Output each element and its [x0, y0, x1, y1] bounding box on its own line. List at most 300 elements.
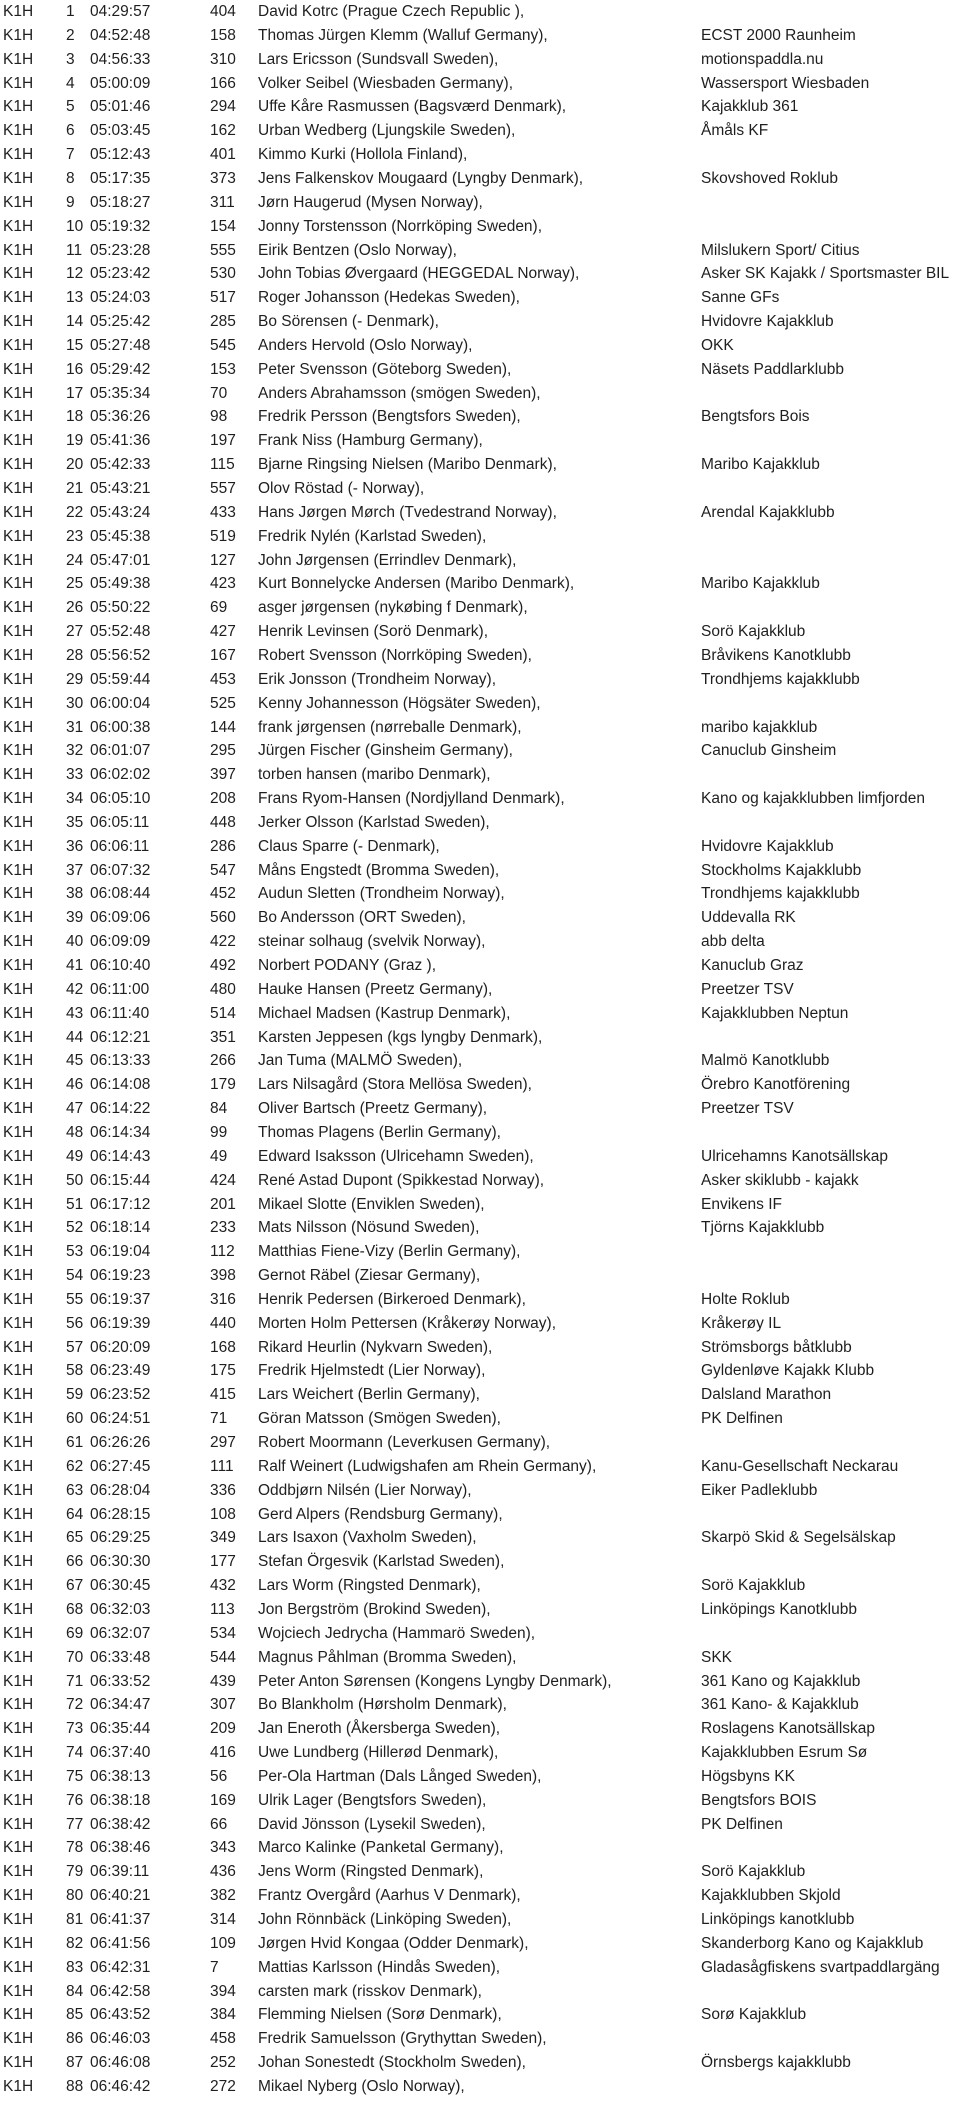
result-time: 06:14:22: [90, 1100, 151, 1118]
result-name: John Jørgensen (Errindlev Denmark),: [258, 551, 517, 569]
result-time: 06:14:08: [90, 1076, 151, 1094]
result-bib: 452: [210, 885, 236, 903]
result-place: 43: [66, 1004, 84, 1022]
result-place: 78: [66, 1839, 84, 1857]
result-bib: 127: [210, 551, 236, 569]
result-place: 66: [66, 1553, 84, 1571]
result-class: K1H: [3, 503, 34, 521]
result-name: Jerker Olsson (Karlstad Sweden),: [258, 813, 490, 831]
result-place: 19: [66, 432, 84, 450]
result-class: K1H: [3, 1290, 34, 1308]
result-name: Oddbjørn Nilsén (Lier Norway),: [258, 1481, 472, 1499]
result-name: Göran Matsson (Smögen Sweden),: [258, 1410, 501, 1428]
result-name: Per-Ola Hartman (Dals Långed Sweden),: [258, 1767, 542, 1785]
result-name: John Tobias Øvergaard (HEGGEDAL Norway),: [258, 265, 580, 283]
result-place: 13: [66, 289, 84, 307]
result-name: Claus Sparre (- Denmark),: [258, 837, 440, 855]
result-row: [0, 1121, 960, 1144]
result-class: K1H: [3, 1887, 34, 1905]
result-name: Ralf Weinert (Ludwigshafen am Rhein Germany),: [258, 1457, 597, 1475]
result-time: 06:02:02: [90, 766, 151, 784]
result-bib: 404: [210, 3, 236, 20]
result-bib: 285: [210, 313, 236, 331]
result-time: 05:18:27: [90, 193, 151, 211]
result-bib: 427: [210, 623, 236, 641]
result-row: [0, 644, 960, 667]
result-place: 57: [66, 1338, 84, 1356]
result-bib: 432: [210, 1577, 236, 1595]
result-class: K1H: [3, 1791, 34, 1809]
result-row: [0, 1836, 960, 1859]
result-bib: 297: [210, 1434, 236, 1451]
result-name: John Rönnbäck (Linköping Sweden),: [258, 1911, 512, 1928]
result-time: 06:46:03: [90, 2030, 151, 2048]
result-name: Måns Engstedt (Bromma Sweden),: [258, 861, 500, 879]
result-time: 06:41:56: [90, 1934, 151, 1952]
result-name: Peter Svensson (Göteborg Sweden),: [258, 360, 512, 378]
result-bib: 436: [210, 1863, 236, 1881]
result-time: 05:03:45: [90, 122, 151, 140]
result-row: [0, 1145, 960, 1168]
result-club: Hvidovre Kajakklub: [701, 313, 834, 331]
result-name: Uwe Lundberg (Hillerød Denmark),: [258, 1744, 499, 1762]
result-class: K1H: [3, 289, 34, 307]
result-name: Frantz Overgård (Aarhus V Denmark),: [258, 1887, 521, 1905]
result-place: 73: [66, 1720, 84, 1738]
result-class: K1H: [3, 146, 34, 164]
result-class: K1H: [3, 1362, 34, 1380]
result-bib: 424: [210, 1171, 236, 1189]
result-time: 05:52:48: [90, 623, 151, 641]
result-class: K1H: [3, 98, 34, 116]
result-name: frank jørgensen (nørreballe Denmark),: [258, 718, 522, 736]
result-bib: 167: [210, 646, 236, 664]
result-place: 9: [66, 193, 75, 211]
result-club: Ulricehamns Kanotsällskap: [701, 1147, 888, 1165]
result-row: [0, 167, 960, 190]
result-name: Mikael Slotte (Enviklen Sweden),: [258, 1195, 485, 1213]
result-time: 06:38:18: [90, 1791, 151, 1809]
result-club: maribo kajakklub: [701, 718, 818, 736]
result-club: Kano og kajakklubben limfjorden: [701, 790, 926, 808]
result-bib: 168: [210, 1338, 236, 1356]
result-time: 05:12:43: [90, 146, 151, 164]
result-club: Kajakklub 361: [701, 98, 799, 116]
result-time: 06:11:40: [90, 1004, 150, 1022]
result-bib: 113: [210, 1600, 235, 1618]
result-time: 06:41:37: [90, 1911, 151, 1928]
result-bib: 177: [210, 1553, 236, 1571]
result-club: Maribo Kajakklub: [701, 575, 820, 593]
result-time: 05:50:22: [90, 599, 151, 617]
result-place: 38: [66, 885, 84, 903]
result-bib: 397: [210, 766, 236, 784]
result-place: 31: [66, 718, 84, 736]
result-club: Wassersport Wiesbaden: [701, 74, 870, 92]
result-name: Olov Röstad (- Norway),: [258, 480, 425, 497]
result-name: Urban Wedberg (Ljungskile Sweden),: [258, 122, 516, 140]
result-name: Thomas Jürgen Klemm (Walluf Germany),: [258, 26, 548, 44]
result-name: Jørn Haugerud (Mysen Norway),: [258, 193, 483, 211]
result-place: 7: [66, 146, 75, 164]
result-name: Robert Moormann (Leverkusen Germany),: [258, 1434, 551, 1451]
result-place: 17: [66, 384, 84, 402]
result-club: Uddevalla RK: [701, 909, 796, 927]
result-place: 36: [66, 837, 84, 855]
result-bib: 109: [210, 1934, 236, 1952]
result-class: K1H: [3, 551, 34, 569]
result-class: K1H: [3, 2054, 34, 2072]
result-bib: 382: [210, 1887, 236, 1905]
result-row: [0, 358, 960, 381]
result-name: Karsten Jeppesen (kgs lyngby Denmark),: [258, 1028, 543, 1046]
result-place: 82: [66, 1934, 84, 1952]
result-class: K1H: [3, 1696, 34, 1714]
result-club: Strömsborgs båtklubb: [701, 1338, 852, 1356]
result-place: 18: [66, 408, 84, 426]
result-row: [0, 2051, 960, 2074]
result-row: [0, 1026, 960, 1049]
result-name: Ulrik Lager (Bengtsfors Sweden),: [258, 1791, 487, 1809]
result-time: 06:19:39: [90, 1314, 151, 1332]
result-class: K1H: [3, 193, 34, 211]
result-club: PK Delfinen: [701, 1815, 783, 1833]
result-class: K1H: [3, 1028, 34, 1046]
result-time: 05:29:42: [90, 360, 151, 378]
result-row: [0, 954, 960, 977]
result-bib: 336: [210, 1481, 236, 1499]
result-place: 71: [66, 1672, 84, 1690]
result-bib: 517: [210, 289, 236, 307]
result-place: 15: [66, 336, 84, 354]
result-time: 06:37:40: [90, 1744, 151, 1762]
result-time: 06:01:07: [90, 742, 151, 760]
result-row: [0, 572, 960, 595]
result-time: 06:38:42: [90, 1815, 151, 1833]
result-row: [0, 334, 960, 357]
result-time: 06:09:06: [90, 909, 151, 927]
result-place: 83: [66, 1958, 84, 1976]
result-bib: 398: [210, 1267, 236, 1285]
result-club: Arendal Kajakklubb: [701, 503, 835, 521]
result-class: K1H: [3, 408, 34, 426]
result-name: carsten mark (risskov Denmark),: [258, 1982, 482, 2000]
result-time: 06:20:09: [90, 1338, 151, 1356]
result-bib: 394: [210, 1982, 236, 2000]
result-club: Högsbyns KK: [701, 1767, 795, 1785]
result-club: Dalsland Marathon: [701, 1386, 832, 1404]
result-name: Bo Andersson (ORT Sweden),: [258, 909, 466, 927]
result-row: [0, 2027, 960, 2050]
result-name: Mikael Nyberg (Oslo Norway),: [258, 2077, 465, 2095]
result-club: Örnsbergs kajakklubb: [701, 2054, 851, 2072]
result-place: 87: [66, 2054, 84, 2072]
result-row: [0, 2003, 960, 2026]
result-class: K1H: [3, 1457, 34, 1475]
result-bib: 252: [210, 2054, 236, 2072]
result-bib: 69: [210, 599, 228, 617]
result-bib: 373: [210, 169, 236, 187]
result-class: K1H: [3, 2006, 34, 2024]
result-class: K1H: [3, 241, 34, 259]
result-bib: 162: [210, 122, 236, 140]
result-class: K1H: [3, 1410, 34, 1428]
result-place: 3: [66, 50, 75, 68]
result-bib: 458: [210, 2030, 236, 2048]
result-time: 06:43:52: [90, 2006, 151, 2024]
result-name: Jon Bergström (Brokind Sweden),: [258, 1600, 491, 1618]
result-row: [0, 2075, 960, 2098]
result-row: [0, 191, 960, 214]
result-name: Gerd Alpers (Rendsburg Germany),: [258, 1505, 503, 1523]
result-class: K1H: [3, 909, 34, 927]
result-place: 21: [66, 480, 84, 497]
result-time: 06:05:10: [90, 790, 151, 808]
result-club: Holte Roklub: [701, 1290, 790, 1308]
result-row: [0, 286, 960, 309]
result-club: Tjörns Kajakklubb: [701, 1219, 825, 1237]
result-bib: 66: [210, 1815, 228, 1833]
result-name: Jan Eneroth (Åkersberga Sweden),: [258, 1720, 501, 1738]
result-club: Sorö Kajakklub: [701, 1577, 806, 1595]
result-time: 06:42:58: [90, 1982, 151, 2000]
result-name: Edward Isaksson (Ulricehamn Sweden),: [258, 1147, 534, 1165]
result-row: [0, 763, 960, 786]
result-place: 62: [66, 1457, 84, 1475]
result-bib: 169: [210, 1791, 236, 1809]
result-name: Hauke Hansen (Preetz Germany),: [258, 980, 493, 998]
result-club: Sorø Kajakklub: [701, 2006, 807, 2024]
result-bib: 415: [210, 1386, 236, 1404]
result-row: [0, 739, 960, 762]
result-name: Jens Falkenskov Mougaard (Lyngby Denmark),: [258, 169, 584, 187]
result-name: Gernot Räbel (Ziesar Germany),: [258, 1267, 481, 1285]
result-row: [0, 429, 960, 452]
result-time: 05:45:38: [90, 527, 151, 545]
result-class: K1H: [3, 527, 34, 545]
result-class: K1H: [3, 813, 34, 831]
result-time: 06:08:44: [90, 885, 151, 903]
result-place: 28: [66, 646, 84, 664]
result-place: 34: [66, 790, 84, 808]
result-place: 85: [66, 2006, 84, 2024]
result-class: K1H: [3, 623, 34, 641]
result-row: [0, 1383, 960, 1406]
result-row: [0, 1455, 960, 1478]
result-class: K1H: [3, 1076, 34, 1094]
result-class: K1H: [3, 456, 34, 474]
result-time: 05:24:03: [90, 289, 151, 307]
result-time: 04:29:57: [90, 3, 151, 20]
result-name: Bo Sörensen (- Denmark),: [258, 313, 439, 331]
result-place: 35: [66, 813, 84, 831]
result-bib: 316: [210, 1290, 236, 1308]
result-club: Örebro Kanotförening: [701, 1076, 851, 1094]
result-class: K1H: [3, 1505, 34, 1523]
result-class: K1H: [3, 742, 34, 760]
result-bib: 433: [210, 503, 236, 521]
result-class: K1H: [3, 1171, 34, 1189]
result-row: [0, 1598, 960, 1621]
result-bib: 343: [210, 1839, 236, 1857]
result-place: 47: [66, 1100, 84, 1118]
result-club: Trondhjems kajakklubb: [701, 885, 860, 903]
result-time: 06:23:49: [90, 1362, 151, 1380]
result-time: 06:13:33: [90, 1052, 151, 1070]
result-time: 06:24:51: [90, 1410, 151, 1428]
result-place: 25: [66, 575, 84, 593]
result-bib: 422: [210, 933, 236, 951]
result-place: 41: [66, 957, 84, 974]
result-place: 53: [66, 1243, 84, 1261]
result-place: 32: [66, 742, 84, 760]
result-class: K1H: [3, 885, 34, 903]
result-class: K1H: [3, 432, 34, 450]
result-club: Asker skiklubb - kajakk: [701, 1171, 859, 1189]
result-bib: 153: [210, 360, 236, 378]
result-name: Lars Isaxon (Vaxholm Sweden),: [258, 1529, 477, 1547]
result-club: Preetzer TSV: [701, 1100, 794, 1118]
result-bib: 401: [210, 146, 236, 164]
result-row: [0, 262, 960, 285]
result-place: 37: [66, 861, 84, 879]
result-time: 06:40:21: [90, 1887, 151, 1905]
result-name: Thomas Plagens (Berlin Germany),: [258, 1123, 501, 1141]
result-time: 06:11:00: [90, 980, 150, 998]
result-bib: 179: [210, 1076, 236, 1094]
result-bib: 201: [210, 1195, 236, 1213]
result-time: 05:59:44: [90, 670, 151, 688]
result-place: 6: [66, 122, 75, 140]
result-bib: 111: [210, 1457, 234, 1475]
result-class: K1H: [3, 1219, 34, 1237]
result-class: K1H: [3, 575, 34, 593]
result-name: Fredrik Nylén (Karlstad Sweden),: [258, 527, 487, 545]
result-name: Jørgen Hvid Kongaa (Odder Denmark),: [258, 1934, 529, 1952]
result-name: Lars Ericsson (Sundsvall Sweden),: [258, 50, 499, 68]
result-name: Henrik Pedersen (Birkeroed Denmark),: [258, 1290, 526, 1308]
result-bib: 307: [210, 1696, 236, 1714]
result-time: 05:35:34: [90, 384, 151, 402]
result-place: 79: [66, 1863, 84, 1881]
result-bib: 286: [210, 837, 236, 855]
result-class: K1H: [3, 1672, 34, 1690]
result-name: Marco Kalinke (Panketal Germany),: [258, 1839, 504, 1857]
result-class: K1H: [3, 694, 34, 712]
result-place: 23: [66, 527, 84, 545]
result-row: [0, 1073, 960, 1096]
result-club: Bråvikens Kanotklubb: [701, 646, 851, 664]
result-place: 14: [66, 313, 84, 331]
result-time: 06:42:31: [90, 1958, 151, 1976]
result-club: Näsets Paddlarklubb: [701, 360, 845, 378]
result-row: [0, 1264, 960, 1287]
result-bib: 7: [210, 1958, 219, 1976]
result-place: 20: [66, 456, 84, 474]
result-time: 05:23:28: [90, 241, 151, 259]
result-time: 06:10:40: [90, 957, 151, 974]
result-row: [0, 1789, 960, 1812]
result-time: 05:00:09: [90, 74, 151, 92]
result-place: 10: [66, 217, 84, 235]
result-row: [0, 668, 960, 691]
result-name: Anders Hervold (Oslo Norway),: [258, 336, 473, 354]
result-place: 54: [66, 1267, 84, 1285]
result-bib: 154: [210, 217, 236, 235]
result-club: Maribo Kajakklub: [701, 456, 820, 474]
result-club: Gyldenløve Kajakk Klubb: [701, 1362, 875, 1380]
result-row: [0, 1312, 960, 1335]
result-row: [0, 405, 960, 428]
result-name: Kimmo Kurki (Hollola Finland),: [258, 146, 468, 164]
result-class: K1H: [3, 957, 34, 974]
result-row: [0, 453, 960, 476]
result-time: 05:01:46: [90, 98, 151, 116]
result-name: Stefan Örgesvik (Karlstad Sweden),: [258, 1553, 505, 1571]
result-name: Jan Tuma (MALMÖ Sweden),: [258, 1052, 463, 1070]
result-bib: 295: [210, 742, 236, 760]
result-class: K1H: [3, 1648, 34, 1666]
result-place: 72: [66, 1696, 84, 1714]
result-place: 88: [66, 2077, 84, 2095]
result-place: 63: [66, 1481, 84, 1499]
result-class: K1H: [3, 1529, 34, 1547]
result-row: [0, 1860, 960, 1883]
result-class: K1H: [3, 1123, 34, 1141]
result-place: 26: [66, 599, 84, 617]
result-time: 06:12:21: [90, 1028, 151, 1046]
result-class: K1H: [3, 169, 34, 187]
result-class: K1H: [3, 861, 34, 879]
result-bib: 144: [210, 718, 236, 736]
result-bib: 351: [210, 1028, 236, 1046]
result-name: Michael Madsen (Kastrup Denmark),: [258, 1004, 511, 1022]
result-class: K1H: [3, 1100, 34, 1118]
result-class: K1H: [3, 646, 34, 664]
result-class: K1H: [3, 1911, 34, 1928]
result-time: 06:23:52: [90, 1386, 151, 1404]
result-bib: 175: [210, 1362, 236, 1380]
result-club: ECST 2000 Raunheim: [701, 26, 856, 44]
result-row: [0, 978, 960, 1001]
result-bib: 544: [210, 1648, 236, 1666]
result-place: 58: [66, 1362, 84, 1380]
result-class: K1H: [3, 1243, 34, 1261]
result-class: K1H: [3, 1720, 34, 1738]
result-place: 4: [66, 74, 75, 92]
result-row: [0, 1216, 960, 1239]
result-class: K1H: [3, 74, 34, 92]
result-name: Frans Ryom-Hansen (Nordjylland Denmark),: [258, 790, 565, 808]
result-bib: 98: [210, 408, 228, 426]
result-class: K1H: [3, 933, 34, 951]
result-bib: 56: [210, 1767, 228, 1785]
result-bib: 530: [210, 265, 236, 283]
result-class: K1H: [3, 1600, 34, 1618]
result-bib: 560: [210, 909, 236, 927]
result-name: Bo Blankholm (Hørsholm Denmark),: [258, 1696, 507, 1714]
result-time: 06:33:48: [90, 1648, 151, 1666]
result-bib: 166: [210, 74, 236, 92]
result-name: David Jönsson (Lysekil Sweden),: [258, 1815, 486, 1833]
result-name: Lars Nilsagård (Stora Mellösa Sweden),: [258, 1076, 532, 1094]
result-name: Robert Svensson (Norrköping Sweden),: [258, 646, 532, 664]
result-place: 2: [66, 26, 75, 44]
result-bib: 49: [210, 1147, 228, 1165]
result-row: [0, 1884, 960, 1907]
result-time: 06:26:26: [90, 1434, 151, 1451]
result-class: K1H: [3, 980, 34, 998]
